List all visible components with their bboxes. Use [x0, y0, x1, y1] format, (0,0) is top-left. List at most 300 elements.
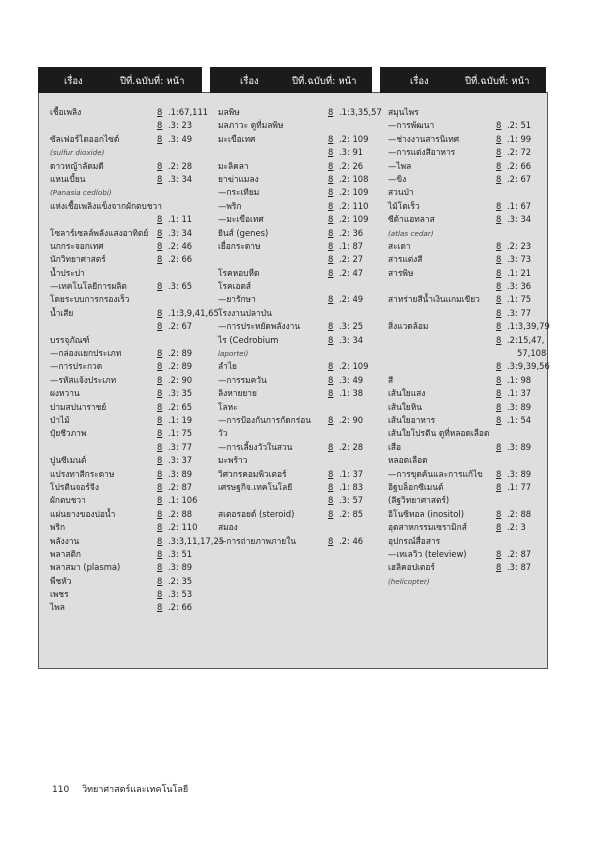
entry-subject: ดาวหญ้าลัดมดี [50, 160, 104, 171]
entry-pages: .2: 90 [339, 414, 364, 425]
entry-subject: วัว [218, 428, 228, 439]
entry-subject: เฮลิคอปเตอร์ [388, 562, 435, 573]
entry-pages: .3: 73 [507, 254, 532, 265]
entry-volume: 8 [328, 334, 334, 345]
entry-subject: (atlas cedar) [388, 228, 434, 238]
index-entry [388, 307, 540, 320]
entry-volume: 8 [496, 214, 502, 225]
entry-volume: 8 [157, 173, 163, 184]
index-entry [50, 146, 218, 159]
entry-pages: .2: 87 [507, 548, 532, 559]
entry-subject: โลหะ [218, 401, 238, 412]
entry-subject: เชื้อเพลิง [50, 107, 82, 117]
entry-volume: 8 [328, 361, 334, 372]
index-entry [218, 494, 380, 507]
index-entry [50, 374, 218, 387]
index-entry [388, 227, 540, 240]
entry-volume: 8 [496, 468, 502, 479]
entry-volume: 8 [157, 522, 163, 533]
entry-pages: .2: 72 [507, 147, 532, 158]
entry-subject: แผ่นยางของบ่อน้ำ [50, 508, 116, 519]
entry-subject: —การประกวด [50, 361, 103, 372]
entry-volume: 8 [157, 227, 163, 238]
index-entry [50, 494, 218, 507]
index-entry [218, 387, 380, 400]
index-entry [218, 481, 380, 494]
entry-volume: 8 [328, 173, 334, 184]
entry-pages: .1: 83 [339, 481, 364, 492]
entry-pages: .3: 49 [168, 133, 193, 144]
entry-pages: 57,108 [517, 348, 547, 359]
entry-pages: .2: 36 [339, 227, 364, 238]
entry-subject: สะเดา [388, 240, 411, 251]
entry-pages: .3: 65 [168, 281, 193, 292]
entry-subject: อิฐบล็อกซีเมนต์ [388, 481, 444, 492]
index-entry [388, 387, 540, 400]
entry-volume: 8 [328, 187, 334, 198]
entry-subject: มลพิษ [218, 107, 240, 117]
entry-pages: .3: 35 [168, 388, 193, 399]
entry-subject: โรงงานปลาป่น [218, 307, 272, 318]
entry-subject: เพชร [50, 589, 69, 600]
entry-pages: .3: 77 [507, 307, 532, 318]
entry-pages: .3: 89 [507, 468, 532, 479]
entry-pages: .3: 89 [507, 441, 532, 452]
entry-volume: 8 [157, 160, 163, 171]
entry-pages: .2: 46 [168, 240, 193, 251]
entry-volume: 8 [328, 107, 334, 117]
entry-subject: เส้นใยโปรตีน ดูที่หลอดเลือด [388, 428, 490, 439]
entry-subject: พืชหัว [50, 575, 72, 586]
entry-volume: 8 [328, 294, 334, 305]
index-entry [388, 401, 540, 414]
entry-pages: .3: 89 [507, 401, 532, 412]
entry-volume: 8 [157, 428, 163, 439]
entry-pages: .2: 85 [339, 508, 364, 519]
index-entry [218, 253, 380, 266]
index-entry [388, 160, 540, 173]
entry-subject: น้ำเสีย [50, 307, 74, 318]
entry-volume: 8 [328, 374, 334, 385]
index-entry [388, 575, 540, 588]
index-entry [388, 508, 540, 521]
index-entry [218, 360, 380, 373]
entry-subject: แห่งเชื้อเพลิงแข็งจากผักตบชวา [50, 200, 162, 211]
index-entry [50, 227, 218, 240]
index-entry [50, 601, 218, 614]
entry-volume: 8 [496, 374, 502, 385]
entry-volume: 8 [328, 468, 334, 479]
entry-volume: 8 [328, 227, 334, 238]
index-entry [388, 133, 540, 146]
entry-subject: มลภาวะ ดูที่มลพิษ [218, 120, 284, 131]
index-entry [50, 293, 218, 306]
entry-volume: 8 [496, 414, 502, 425]
entry-pages: .3: 87 [507, 562, 532, 573]
entry-volume: 8 [496, 401, 502, 412]
entry-pages: .3: 34 [339, 334, 364, 345]
entry-volume: 8 [328, 267, 334, 278]
entry-pages: .3: 57 [339, 495, 364, 506]
entry-subject: อุตสาหกรรมเซรามิกส์ [388, 522, 467, 533]
entry-volume: 8 [328, 414, 334, 425]
entry-subject: ลิงหายยาย [218, 388, 257, 399]
entry-volume: 8 [496, 160, 502, 171]
entry-subject: สมอง [218, 522, 238, 533]
index-entry [218, 347, 380, 360]
entry-subject: พริก [50, 522, 66, 533]
entry-pages: .2: 88 [168, 508, 193, 519]
entry-pages: .1:67,111 [168, 107, 209, 117]
entry-volume: 8 [496, 508, 502, 519]
entry-volume: 8 [157, 374, 163, 385]
index-entry [50, 468, 218, 481]
entry-pages: .2: 109 [339, 361, 369, 372]
entry-subject: ปุ๋ยชีวภาพ [50, 428, 87, 439]
entry-pages: .2: 27 [339, 254, 364, 265]
entry-subject: ปามสปนาราชย์ [50, 401, 107, 412]
header-volume-page: ปีที่.ฉบับที่: หน้า [465, 76, 530, 87]
entry-volume: 8 [496, 321, 502, 332]
entry-volume: 8 [496, 562, 502, 573]
entry-volume: 8 [496, 200, 502, 211]
entry-volume: 8 [157, 133, 163, 144]
entry-subject: ผักตบชวา [50, 495, 86, 506]
entry-volume: 8 [496, 441, 502, 452]
entry-subject: โรคหอบหืด [218, 267, 260, 278]
index-entry [218, 160, 380, 173]
entry-volume: 8 [328, 508, 334, 519]
entry-pages: .1: 54 [507, 414, 532, 425]
index-entry [388, 548, 540, 561]
index-entry [50, 427, 218, 440]
entry-pages: .2: 3 [507, 522, 526, 533]
index-entry [388, 414, 540, 427]
entry-pages: .2: 67 [507, 173, 532, 184]
entry-subject: ยีนส์ (genes) [218, 227, 269, 238]
entry-subject: สารพิษ [388, 267, 414, 278]
entry-volume: 8 [157, 562, 163, 573]
entry-pages: .3: 37 [168, 455, 193, 466]
entry-volume: 8 [328, 200, 334, 211]
entry-volume: 8 [157, 495, 163, 506]
entry-subject: —ยารักษา [218, 294, 256, 305]
index-entry [218, 454, 380, 467]
entry-volume: 8 [328, 214, 334, 225]
entry-volume: 8 [157, 361, 163, 372]
entry-pages: .2: 26 [339, 160, 364, 171]
index-entry [218, 320, 380, 333]
index-entry [50, 106, 218, 119]
entry-pages: .1: 19 [168, 414, 193, 425]
index-entry [218, 227, 380, 240]
entry-volume: 8 [328, 321, 334, 332]
index-entry [50, 267, 218, 280]
entry-subject: —การถ่ายภาพภายใน [218, 535, 297, 546]
index-entry [388, 535, 540, 548]
entry-pages: .1: 21 [507, 267, 532, 278]
index-entry [218, 146, 380, 159]
entry-volume: 8 [328, 240, 334, 251]
entry-pages: .2: 109 [339, 214, 369, 225]
index-entry [388, 253, 540, 266]
entry-volume: 8 [157, 414, 163, 425]
entry-volume: 8 [328, 254, 334, 265]
entry-pages: .1: 67 [507, 200, 532, 211]
entry-pages: .2: 110 [339, 200, 369, 211]
entry-subject: ปูนซีเมนต์ [50, 455, 87, 466]
column-header-1 [38, 67, 202, 93]
entry-subject: เศรษฐกิจ.เทคโนโลยี [218, 481, 293, 492]
entry-subject: สี [388, 374, 394, 385]
entry-volume: 8 [157, 321, 163, 332]
entry-pages: .2: 35 [168, 575, 193, 586]
entry-pages: .2: 108 [339, 173, 369, 184]
index-entry [50, 240, 218, 253]
entry-volume: 8 [157, 589, 163, 600]
entry-volume: 8 [328, 133, 334, 144]
entry-subject: —กล่องแยกประเภท [50, 348, 122, 359]
entry-pages: .3: 53 [168, 589, 193, 600]
index-entry [50, 588, 218, 601]
entry-subject: ไม้โตเร็ว [388, 200, 420, 211]
entry-pages: .2: 28 [168, 160, 193, 171]
index-entry [50, 360, 218, 373]
entry-subject: บรรจุภัณฑ์ [50, 334, 90, 345]
index-entry [388, 481, 540, 494]
index-entry [50, 186, 218, 199]
entry-subject: โปรตีนจอร์จีง [50, 481, 99, 492]
entry-pages: .2: 23 [507, 240, 532, 251]
entry-subject: พลาสมา (plasma) [50, 562, 121, 573]
entry-volume: 8 [328, 388, 334, 399]
entry-subject: ลำไย [218, 361, 237, 372]
header-subject: เรื่อง [240, 76, 259, 87]
entry-subject: ซีด้าแอทลาส [388, 214, 435, 225]
entry-pages: .3: 34 [168, 227, 193, 238]
entry-subject: —การประหยัดพลังงาน [218, 321, 301, 332]
entry-volume: 8 [328, 481, 334, 492]
entry-pages: .2: 110 [168, 522, 198, 533]
index-entry [388, 374, 540, 387]
index-entry [50, 401, 218, 414]
index-entry [50, 160, 218, 173]
entry-subject: —รหัสแจ้งประเภท [50, 374, 117, 385]
entry-subject: —การเลี้ยงวัวในสวน [218, 441, 293, 452]
entry-subject: (sulfur dioxide) [50, 148, 105, 158]
entry-pages: .1: 77 [507, 481, 532, 492]
entry-volume: 8 [328, 535, 334, 546]
index-entry [388, 494, 540, 507]
entry-pages: .3: 49 [339, 374, 364, 385]
index-entry [218, 427, 380, 440]
entry-subject: เส้นใยอาหาร [388, 414, 436, 425]
entry-pages: .3: 25 [339, 321, 364, 332]
index-column-3 [388, 106, 550, 588]
column-header-3 [380, 67, 546, 93]
index-entry [218, 401, 380, 414]
entry-subject: ผงหวาน [50, 388, 80, 399]
index-entry [50, 521, 218, 534]
entry-volume: 8 [157, 388, 163, 399]
index-entry [388, 106, 540, 119]
index-entry [50, 561, 218, 574]
entry-subject: สเตอรอยด์ (steroid) [218, 508, 295, 519]
entry-volume: 8 [328, 147, 334, 158]
entry-subject: นกกระจอกเทศ [50, 240, 104, 251]
entry-subject: นักวิทยาศาสตร์ [50, 254, 106, 265]
entry-subject: วิศวกรคอมพิวเตอร์ [218, 468, 287, 479]
index-entry [218, 374, 380, 387]
entry-subject: สมุนไพร [388, 107, 419, 117]
entry-volume: 8 [157, 441, 163, 452]
publication-title: วิทยาศาสตร์และเทคโนโลยี [82, 785, 189, 795]
entry-volume: 8 [157, 281, 163, 292]
entry-volume: 8 [328, 160, 334, 171]
entry-subject: เยื่อกระดาษ [218, 240, 261, 251]
entry-subject: อิโนซิทอล (inositol) [388, 508, 465, 519]
index-entry [388, 320, 550, 333]
entry-pages: .1:3,9,41,65 [168, 307, 219, 318]
entry-volume: 8 [496, 522, 502, 533]
entry-pages: .1: 98 [507, 374, 532, 385]
index-entry [218, 521, 380, 534]
entry-volume: 8 [496, 334, 502, 345]
entry-subject: —การขุดค้นและการแก้ไข [388, 468, 483, 479]
index-entry [218, 508, 380, 521]
index-entry [50, 133, 218, 146]
entry-subject: หลอดเลือด [388, 455, 428, 466]
entry-pages: .1: 99 [507, 133, 532, 144]
page-footer [52, 782, 198, 796]
entry-volume: 8 [157, 120, 163, 131]
entry-volume: 8 [157, 401, 163, 412]
index-entry [388, 200, 540, 213]
entry-volume: 8 [157, 107, 163, 117]
index-entry [218, 240, 380, 253]
entry-subject: เส้นใยหิน [388, 401, 422, 412]
index-entry [388, 441, 540, 454]
entry-pages: .1:3,39,79 [507, 321, 550, 332]
entry-subject: —การป้องกันการกัดกร่อน [218, 414, 311, 425]
entry-volume: 8 [496, 120, 502, 131]
index-entry [218, 106, 380, 119]
entry-pages: .1: 106 [168, 495, 198, 506]
index-entry [218, 280, 380, 293]
index-entry [218, 200, 380, 213]
entry-volume: 8 [328, 441, 334, 452]
index-entry [218, 119, 380, 132]
entry-subject: ซัลเฟอร์ไดออกไซด์ [50, 133, 120, 144]
index-entry [388, 521, 540, 534]
entry-pages: .3: 34 [507, 214, 532, 225]
page-number: 110 [52, 785, 70, 795]
entry-subject: อุปกรณ์สื่อสาร [388, 535, 441, 546]
entry-pages: .2: 66 [168, 602, 193, 613]
entry-pages: .1: 38 [339, 388, 364, 399]
entry-pages: .3:3,11,17,25 [168, 535, 225, 546]
entry-volume: 8 [496, 240, 502, 251]
entry-pages: .2: 47 [339, 267, 364, 278]
entry-pages: .2: 89 [168, 348, 193, 359]
entry-volume: 8 [496, 294, 502, 305]
entry-volume: 8 [157, 214, 163, 225]
entry-subject: ไร (Cedrobium [218, 334, 279, 345]
index-entry [50, 200, 218, 213]
entry-volume: 8 [496, 267, 502, 278]
entry-pages: .1: 87 [339, 240, 364, 251]
entry-subject: มะลิคลา [218, 160, 249, 171]
column-header-2 [210, 67, 372, 93]
entry-pages: .3: 89 [168, 562, 193, 573]
entry-pages: .1: 37 [339, 468, 364, 479]
entry-volume: 8 [496, 147, 502, 158]
entry-volume: 8 [157, 548, 163, 559]
index-entry [218, 535, 380, 548]
entry-subject: ยาฆ่าแมลง [218, 173, 259, 184]
entry-volume: 8 [496, 133, 502, 144]
entry-pages: .2:15,47, [507, 334, 545, 345]
entry-subject: โซลาร์เซลล์พลังแสงอาทิตย์ [50, 227, 149, 238]
entry-volume: 8 [157, 575, 163, 586]
index-entry [218, 468, 380, 481]
index-entry [218, 213, 380, 226]
entry-subject: —เทคโนโลยีการผลิต [50, 281, 127, 292]
entry-volume: 8 [496, 281, 502, 292]
index-entry [50, 213, 218, 226]
index-entry [388, 293, 540, 306]
index-entry [50, 119, 218, 132]
index-entry [218, 133, 380, 146]
entry-volume: 8 [496, 254, 502, 265]
entry-pages: .2: 65 [168, 401, 193, 412]
entry-volume: 8 [496, 548, 502, 559]
entry-subject: (helicopter) [388, 576, 430, 586]
index-entry [50, 253, 218, 266]
index-entry [50, 481, 218, 494]
entry-subject: —ขิง [388, 173, 407, 184]
index-entry [50, 508, 218, 521]
entry-subject: —มะเขือเทศ [218, 214, 264, 225]
entry-pages: .2: 66 [507, 160, 532, 171]
entry-pages: .2: 66 [168, 254, 193, 265]
entry-pages: .2: 49 [339, 294, 364, 305]
index-entry [218, 334, 380, 347]
entry-subject: โดยระบบการกรองเร็ว [50, 294, 130, 305]
entry-volume: 8 [157, 468, 163, 479]
entry-volume: 8 [157, 254, 163, 265]
entry-volume: 8 [496, 361, 502, 372]
index-entry [218, 293, 380, 306]
entry-volume: 8 [157, 240, 163, 251]
entry-subject: สารแต่งสี [388, 254, 423, 265]
entry-subject: —การแต่งสีอาหาร [388, 147, 456, 158]
entry-volume: 8 [157, 481, 163, 492]
entry-subject: ป่าไม้ [50, 414, 70, 425]
index-column-2 [218, 106, 380, 548]
entry-subject: laportei) [218, 349, 249, 359]
index-entry [388, 119, 540, 132]
entry-pages: .3: 91 [339, 147, 364, 158]
index-entry [50, 347, 218, 360]
entry-subject: (Panasia cedlobi) [50, 188, 112, 198]
entry-subject: เสือ [388, 441, 402, 452]
entry-pages: .2: 89 [168, 361, 193, 372]
entry-pages: .2: 109 [339, 133, 369, 144]
index-entry [388, 240, 540, 253]
entry-subject: สาหร่ายสีน้ำเงินแกมเขียว [388, 294, 480, 305]
entry-pages: .3: 36 [507, 281, 532, 292]
